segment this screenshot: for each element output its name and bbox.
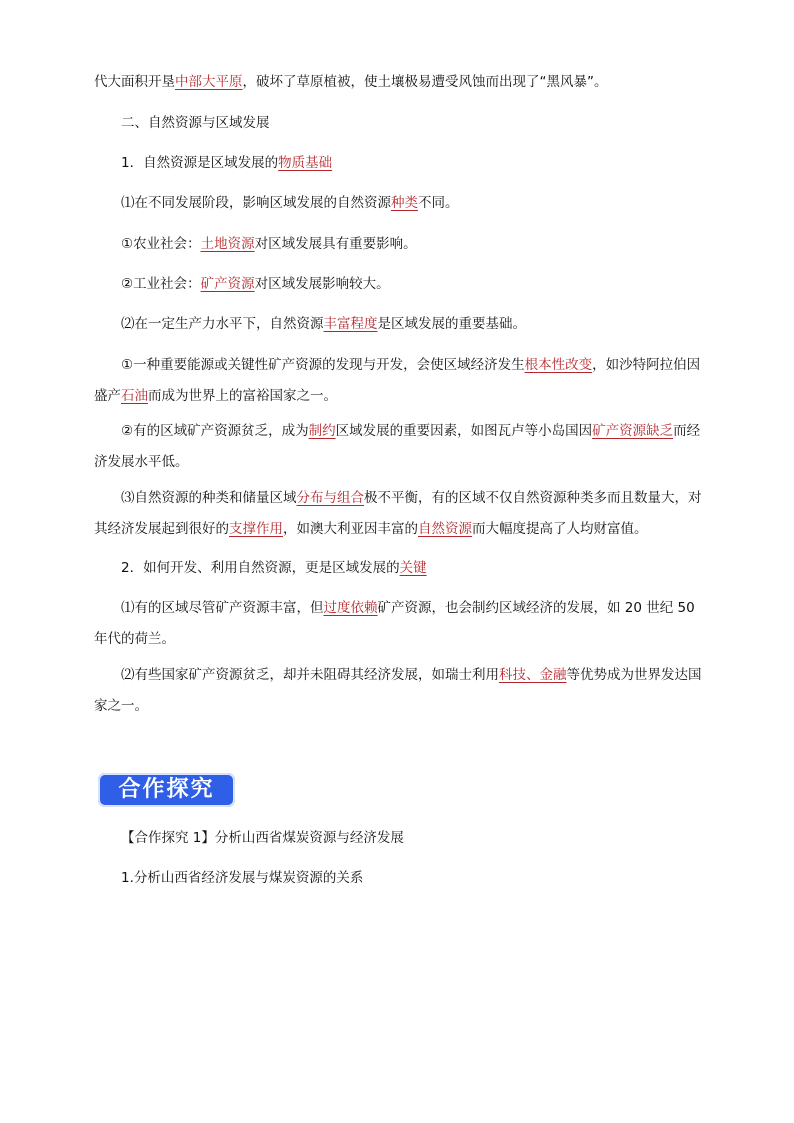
- paragraph-switzerland: [94, 660, 706, 722]
- answer-blank: 矿产资源: [200, 276, 255, 292]
- answer-blank: 制约: [308, 423, 336, 439]
- heading-label: 合作探究: [118, 777, 215, 802]
- text: ，如澳大利亚因丰富的: [283, 521, 418, 537]
- text: 代大面积开垦: [94, 74, 175, 90]
- paragraph-1: [121, 153, 706, 173]
- text: 而成为世界上的富裕国家之一。: [148, 388, 337, 404]
- text: 对区域发展影响较大。: [254, 276, 390, 292]
- text: 矿产资源，也会制约区域经济的发展，如 20 世纪 50 年代的荷兰。: [94, 600, 695, 647]
- answer-blank: 根本性改变: [524, 357, 593, 373]
- text: ①农业社会：: [121, 236, 201, 252]
- paragraph-1-2: [121, 314, 706, 334]
- paragraph-1-1: [121, 193, 706, 213]
- answer-blank: 中部大平原: [175, 74, 243, 90]
- text: 区域发展的重要因素，如图瓦卢等小岛国因: [335, 423, 593, 439]
- text: ⑵有些国家矿产资源贫乏，却并未阻碍其经济发展，如瑞士利用: [121, 667, 499, 683]
- answer-blank: 土地资源: [200, 236, 255, 252]
- answer-blank: 自然资源: [418, 521, 472, 537]
- paragraph-agriculture: [121, 234, 706, 254]
- inquiry-item-1: [121, 868, 706, 888]
- text: 1．自然资源是区域发展的: [121, 155, 279, 171]
- text: ⑴在不同发展阶段，影响区域发展的自然资源: [121, 195, 391, 211]
- text: 【合作探究 1】分析山西省煤炭资源与经济发展: [121, 830, 404, 846]
- paragraph-netherlands: [94, 593, 706, 655]
- text: ⑵在一定生产力水平下，自然资源: [121, 316, 324, 332]
- paragraph-tuvalu: [94, 416, 706, 478]
- text: ，破坏了草原植被，使土壤极易遭受风蚀而出现了“黑风暴”。: [242, 74, 608, 90]
- text: ②工业社会：: [121, 276, 201, 292]
- paragraph-2: [121, 558, 706, 578]
- text: 不同。: [418, 195, 459, 211]
- text: ②有的区域矿产资源贫乏，成为: [121, 423, 309, 439]
- text: 是区域发展的重要基础。: [377, 316, 526, 332]
- text: 而经济发展水平低。: [94, 423, 701, 470]
- paragraph-black-blizzard: [94, 72, 706, 92]
- answer-blank: 科技、金融: [499, 667, 567, 683]
- answer-blank: 物质基础: [278, 155, 333, 171]
- answer-blank: 矿产资源缺乏: [592, 423, 674, 439]
- answer-blank: 支撑作用: [229, 521, 283, 537]
- cooperative-inquiry-heading: [98, 773, 235, 807]
- answer-blank: 分布与组合: [296, 490, 364, 506]
- text: 2．如何开发、利用自然资源，更是区域发展的: [121, 560, 400, 576]
- inquiry-title: [121, 828, 706, 848]
- text: 二、自然资源与区域发展: [121, 115, 270, 131]
- text: 等优势成为世界发达国家之一。: [94, 667, 702, 714]
- text: 对区域发展具有重要影响。: [254, 236, 417, 252]
- text: 极不平衡，有的区域不仅自然资源种类多而且数量大，对其经济发展起到很好的: [94, 490, 702, 537]
- paragraph-industry: [121, 274, 706, 294]
- paragraph-saudi-arabia: [94, 350, 706, 412]
- paragraph-australia: [94, 483, 706, 545]
- answer-blank: 丰富程度: [323, 316, 378, 332]
- text: ①一种重要能源或关键性矿产资源的发现与开发，会使区域经济发生: [121, 357, 525, 373]
- answer-blank: 关键: [399, 560, 427, 576]
- text: ⑴有的区域尽管矿产资源丰富，但: [121, 600, 324, 616]
- answer-blank: 种类: [391, 195, 418, 211]
- text: 而大幅度提高了人均财富值。: [472, 521, 648, 537]
- section-title-resources: [121, 113, 706, 133]
- answer-blank: 石油: [121, 388, 148, 404]
- text: ，如沙特阿拉伯因盛产: [94, 357, 701, 404]
- text: ⑶自然资源的种类和储量区域: [121, 490, 297, 506]
- answer-blank: 过度依赖: [323, 600, 378, 616]
- text: 1.分析山西省经济发展与煤炭资源的关系: [121, 870, 364, 886]
